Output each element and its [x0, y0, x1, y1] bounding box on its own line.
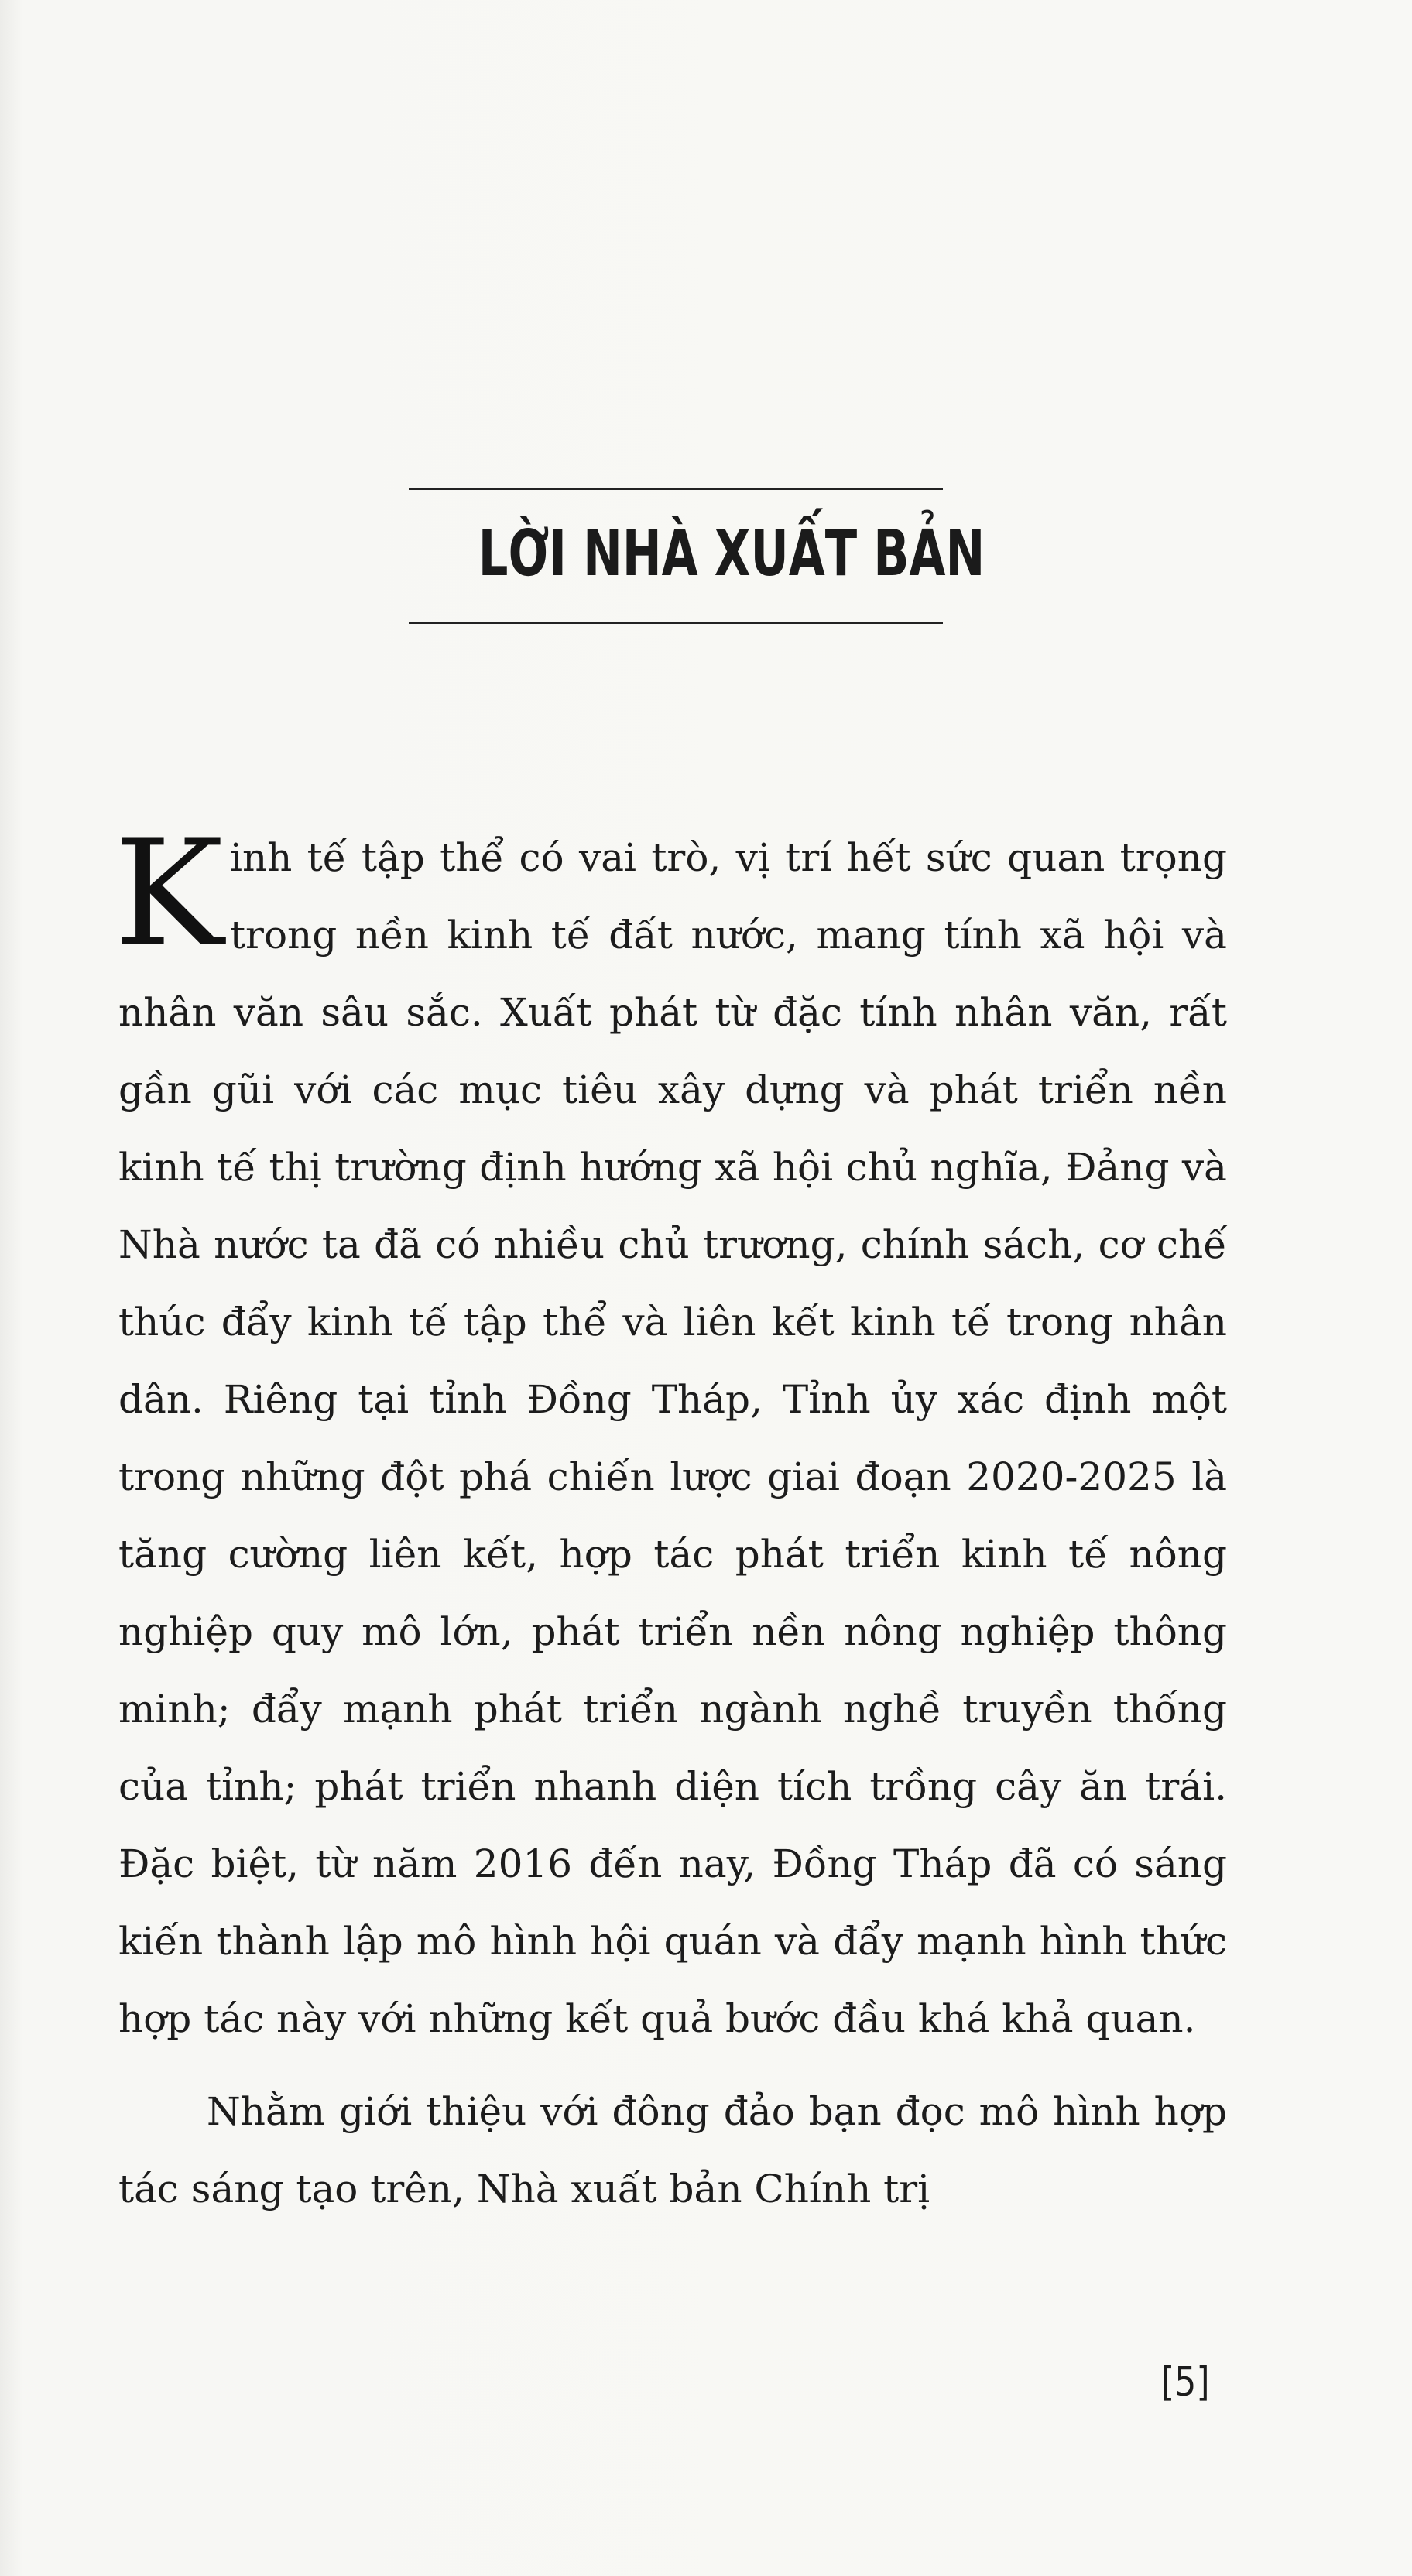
title-bottom-rule — [409, 622, 943, 624]
page-title: LỜI NHÀ XUẤT BẢN — [478, 517, 985, 591]
page-number: [5] — [1161, 2359, 1210, 2406]
body-text — [114, 808, 1227, 2228]
paragraph-1 — [114, 808, 1227, 2057]
title-top-rule — [409, 488, 943, 490]
paragraph-1-text: inh tế tập thể có vai trò, vị trí hết sức quan trọng trong nền kinh tế đất nước, mang tính xã hội và nhân văn sâu sắc. Xuất phát từ đặc tính nhân văn, rất gần gũi với các mục tiêu xây dựng và phát triển nền kinh tế thị trường định hướng xã hội chủ nghĩa, Đảng và Nhà nước ta đã có nhiều chủ trương, chính sách, cơ chế thúc đẩy kinh tế tập thể và liên kết kinh tế trong nhân dân. Riêng tại tỉnh Đồng Tháp, Tỉnh ủy xác định một trong những đột phá chiến lược giai đoạn 2020-2025 là tăng cường liên kết, hợp tác phát triển kinh tế nông nghiệp quy mô lớn, phát triển nền nông nghiệp thông minh; đẩy mạnh phát triển ngành nghề truyền thống của tỉnh; phát triển nhanh diện tích trồng cây ăn trái. Đặc biệt, từ năm 2016 đến nay, Đồng Tháp đã có sáng kiến thành lập mô hình hội quán và đẩy mạnh hình thức hợp tác này với những kết quả bước đầu khá khả quan. — [118, 835, 1227, 2041]
paragraph-2: Nhằm giới thiệu với đông đảo bạn đọc mô hình hợp tác sáng tạo trên, Nhà xuất bản Chính trị — [118, 2089, 1227, 2211]
title-block — [409, 488, 985, 624]
drop-cap: K — [114, 808, 224, 979]
